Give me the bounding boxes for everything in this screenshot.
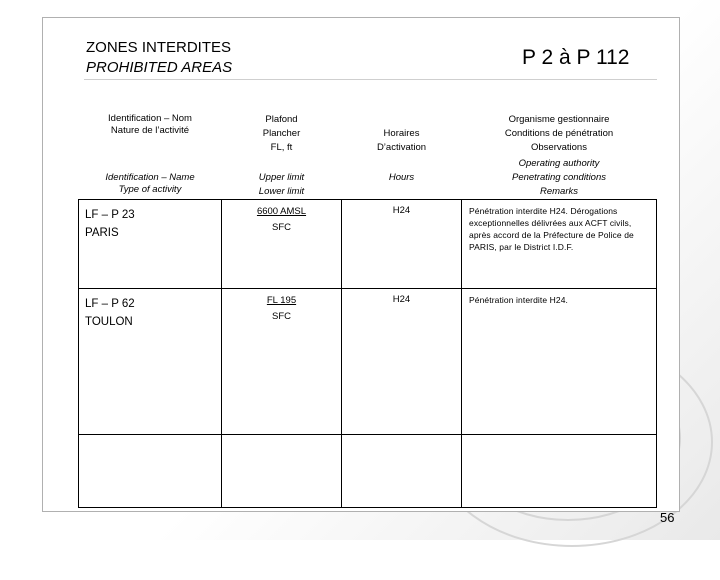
- header-text: Hours: [388, 172, 415, 183]
- table-row: [79, 289, 657, 435]
- header-text: Conditions de pénétration: [504, 128, 614, 139]
- header-text: Type of activity: [118, 184, 182, 195]
- cell-identification: [79, 200, 222, 289]
- header-text: FL, ft: [270, 142, 293, 153]
- cell-hours: [342, 200, 462, 289]
- header-text: Plancher: [262, 128, 301, 139]
- upper-limit: 6600 AMSL: [256, 206, 307, 217]
- cell-remarks: [462, 200, 657, 289]
- header-text: Lower limit: [258, 186, 305, 197]
- col-header-authority: [462, 109, 657, 200]
- title-english: PROHIBITED AREAS: [86, 59, 233, 76]
- cell-empty: [342, 435, 462, 508]
- upper-limit: FL 195: [266, 295, 297, 306]
- remarks-text: Pénétration interdite H24. Dérogations exceptionnelles délivrées aux ACFT civils, après accord de la Préfecture de Police de PARIS, par le District I.D.F.: [469, 206, 634, 252]
- activation-hours: H24: [392, 294, 411, 305]
- title-divider: [84, 79, 657, 80]
- header-text: Remarks: [539, 186, 578, 197]
- col-header-limits: [222, 109, 342, 200]
- col-header-identification: [79, 109, 222, 200]
- zone-name: TOULON: [85, 316, 133, 328]
- header-text: Observations: [531, 142, 587, 153]
- cell-remarks: [462, 289, 657, 435]
- header-text: Penetrating conditions: [511, 172, 606, 183]
- zone-id: LF – P 23: [85, 209, 135, 221]
- remarks-text: Pénétration interdite H24.: [469, 295, 568, 305]
- activation-hours: H24: [392, 205, 411, 216]
- header-text: Nature de l’activité: [110, 125, 190, 136]
- table-row: [79, 200, 657, 289]
- header-text: Upper limit: [258, 172, 305, 183]
- page-number: 56: [660, 510, 675, 525]
- header-text: Operating authority: [518, 158, 600, 169]
- table-row-empty: [79, 435, 657, 508]
- cell-empty: [462, 435, 657, 508]
- cell-identification: [79, 289, 222, 435]
- header-text: Identification – Nom: [108, 113, 192, 124]
- lower-limit: SFC: [272, 311, 291, 322]
- zone-name: PARIS: [85, 227, 119, 239]
- cell-empty: [79, 435, 222, 508]
- col-header-hours: [342, 109, 462, 200]
- cell-limits: [222, 200, 342, 289]
- area-range-title: P 2 à P 112: [522, 46, 630, 69]
- header-text: Plafond: [265, 114, 298, 125]
- header-text: Identification – Name: [105, 172, 195, 183]
- lower-limit: SFC: [272, 222, 291, 233]
- title-french: ZONES INTERDITES: [86, 39, 232, 56]
- cell-hours: [342, 289, 462, 435]
- table-header-row: [79, 109, 657, 200]
- header-text: Organisme gestionnaire: [508, 114, 610, 125]
- prohibited-areas-table: [78, 109, 657, 508]
- header-text: Horaires: [383, 128, 420, 139]
- zone-id: LF – P 62: [85, 298, 135, 310]
- cell-empty: [222, 435, 342, 508]
- cell-limits: [222, 289, 342, 435]
- header-text: D’activation: [376, 142, 427, 153]
